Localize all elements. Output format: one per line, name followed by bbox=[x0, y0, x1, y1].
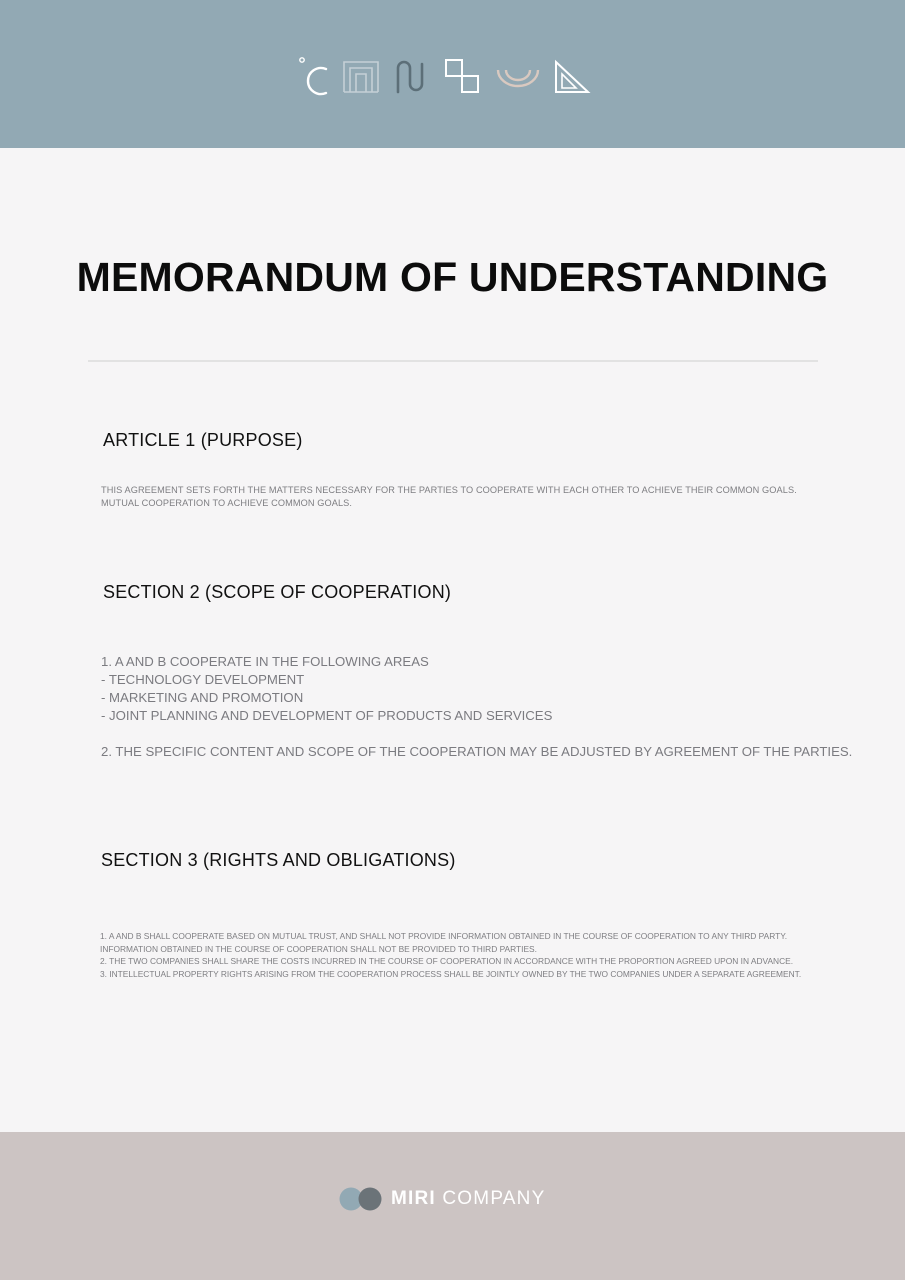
section-2-line: 1. A AND B COOPERATE IN THE FOLLOWING AREAS bbox=[101, 654, 429, 669]
header-band bbox=[0, 0, 905, 148]
document-title: MEMORANDUM OF UNDERSTANDING bbox=[76, 254, 829, 300]
section-2-line: 2. THE SPECIFIC CONTENT AND SCOPE OF THE COOPERATION MAY BE ADJUSTED BY AGREEMENT OF THE PARTIES. bbox=[101, 744, 853, 759]
article-1-heading: ARTICLE 1 (PURPOSE) bbox=[103, 430, 303, 450]
circle-c-icon bbox=[296, 52, 336, 100]
nested-squares-icon bbox=[336, 52, 388, 100]
section-3-line: 2. THE TWO COMPANIES SHALL SHARE THE COSTS INCURRED IN THE COURSE OF COOPERATION IN ACCORDANCE WITH THE PROPORTION AGREED UPON IN ADVANCE. bbox=[100, 956, 794, 966]
section-2-body bbox=[101, 653, 852, 761]
article-1-line: MUTUAL COOPERATION TO ACHIEVE COMMON GOALS. bbox=[101, 498, 353, 508]
article-1-body bbox=[101, 484, 797, 510]
brand-name bbox=[391, 1188, 545, 1210]
title-divider bbox=[88, 360, 818, 362]
wave-icon bbox=[388, 52, 440, 100]
stepped-squares-icon bbox=[440, 52, 492, 100]
section-3-body bbox=[100, 930, 801, 980]
section-3-heading: SECTION 3 (RIGHTS AND OBLIGATIONS) bbox=[101, 850, 456, 870]
section-3-line: 3. INTELLECTUAL PROPERTY RIGHTS ARISING FROM THE COOPERATION PROCESS SHALL BE JOINTLY OWNED BY THE TWO COMPANIES UNDER A SEPARATE AGREEMENT. bbox=[100, 968, 802, 979]
brand-name-bold: MIRI bbox=[391, 1188, 436, 1209]
arc-icon bbox=[492, 52, 550, 100]
section-2-line: - JOINT PLANNING AND DEVELOPMENT OF PRODUCTS AND SERVICES bbox=[101, 708, 553, 723]
article-1-line: THIS AGREEMENT SETS FORTH THE MATTERS NECESSARY FOR THE PARTIES TO COOPERATE WITH EACH OTHER TO ACHIEVE THEIR COMMON GOALS. bbox=[101, 485, 797, 495]
brand-name-light: COMPANY bbox=[442, 1188, 546, 1209]
section-2-heading: SECTION 2 (SCOPE OF COOPERATION) bbox=[103, 582, 452, 602]
overlapping-circles-icon bbox=[339, 1186, 383, 1212]
triangle-icon bbox=[550, 52, 594, 100]
section-2-line: - TECHNOLOGY DEVELOPMENT bbox=[101, 672, 305, 687]
section-3-line: INFORMATION OBTAINED IN THE COURSE OF COOPERATION SHALL NOT BE PROVIDED TO THIRD PARTIES. bbox=[100, 943, 537, 954]
brand-logo bbox=[339, 1186, 545, 1212]
section-3-line: 1. A AND B SHALL COOPERATE BASED ON MUTUAL TRUST, AND SHALL NOT PROVIDE INFORMATION OBTAINED IN THE COURSE OF COOPERATION TO ANY THIRD PARTY. bbox=[100, 931, 788, 941]
decorative-icon-row bbox=[296, 52, 594, 100]
section-2-line: - MARKETING AND PROMOTION bbox=[101, 690, 304, 705]
